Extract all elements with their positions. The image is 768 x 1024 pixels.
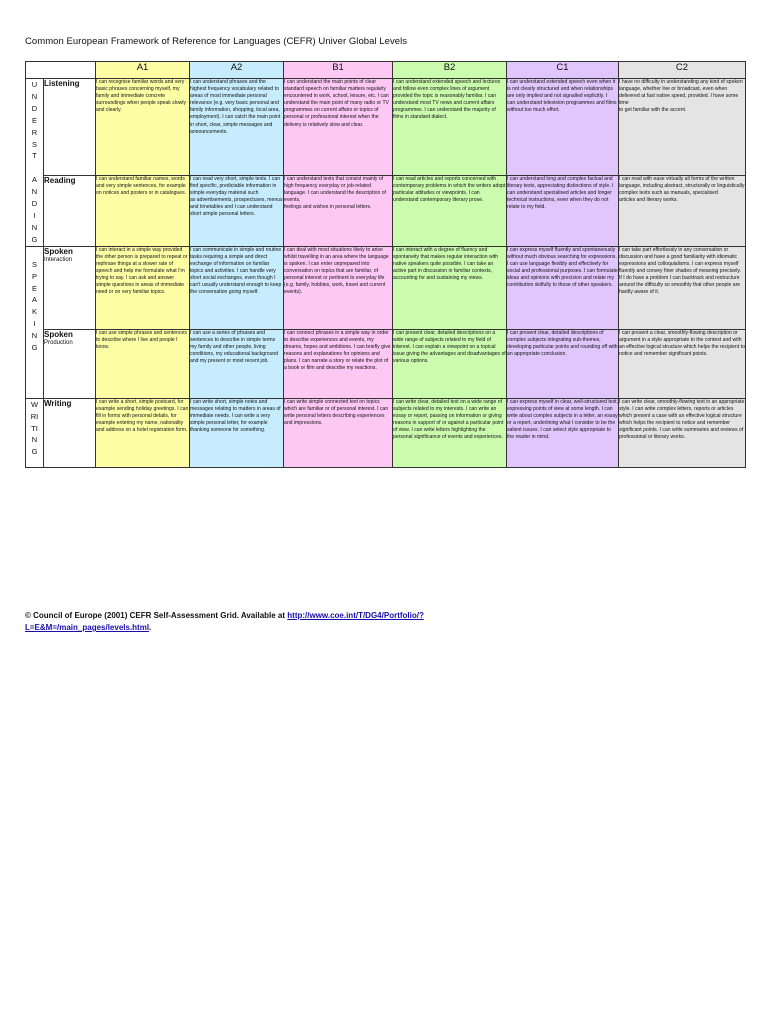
cell-reading-c1: I can understand long and complex factual and literary texts, appreciating distinctions of style. I can understand specialised articles and longer technical instructions, even when they do not relate to my field. [507, 176, 619, 247]
level-header-b1: B1 [284, 62, 393, 79]
cell-interaction-a2: I can communicate in simple and routine tasks requiring a simple and direct exchange of information on familiar topics and activities. I can handle very short social exchanges, even though I can't usually understand enough to keep the conversation going myself. [190, 246, 284, 329]
skill-reading [44, 176, 96, 247]
row-spoken-interaction [26, 246, 746, 329]
cell-interaction-c1: I can express myself fluently and spontaneously without much obvious searching for expressions. I can use language flexibly and effectively for social and professional purposes. I can formulate ideas and opinions with precision and relate my contribution skilfully to those of other speakers. [507, 246, 619, 329]
cell-writing-a2: I can write short, simple notes and messages relating to matters in areas of immediate needs. I can write a very simple personal letter, for example thanking someone for something. [190, 398, 284, 467]
cell-writing-b1: I can write simple connected text on topics which are familiar or of personal interest. I can write personal letters describing experiences and impressions. [284, 398, 393, 467]
row-spoken-production [26, 329, 746, 398]
cell-reading-a2: I can read very short, simple texts. I can find specific, predictable information in simple everyday material such as advertisements, prospectuses, menus and timetables and I can understand short simple personal letters. [190, 176, 284, 247]
cell-production-c2: I can present a clear, smoothly-flowing description or argument in a style appropriate to the context and with an effective logical structure which helps the recipient to notice and remember significant points. [619, 329, 746, 398]
group-understanding: U N D E R S T A N D I N G [26, 79, 44, 247]
level-header-b2: B2 [393, 62, 507, 79]
cell-listening-c1: I can understand extended speech even when it is not clearly structured and when relationships are only implied and not signalled explicitly. I can understand television programmes and films without too much effort. [507, 79, 619, 176]
cell-writing-c1: I can express myself in clear, well-structured text, expressing points of view at some length. I can write about complex subjects in a letter, an essay or a report, underlining what I consider to be the salient issues. I can select style appropriate to the reader in mind. [507, 398, 619, 467]
cell-listening-a1: I can recognise familiar words and very basic phrases concerning myself, my family and immediate concrete surroundings when people speak slowly and clearly. [96, 79, 190, 176]
cell-interaction-c2: I can take part effortlessly in any conversation or discussion and have a good familiarity with idiomatic expressions and colloquialisms. I can express myself fluently and convey finer shades of meaning precisely. If I do have a problem I can backtrack and restructure around the difficulty so smoothly that other people are hardly aware of it. [619, 246, 746, 329]
skill-writing [44, 398, 96, 467]
level-header-c2: C2 [619, 62, 746, 79]
cell-writing-c2: I can write clear, smoothly-flowing text in an appropriate style. I can write complex letters, reports or articles which present a case with an effective logical structure which helps the recipient to notice and remember significant points. I can write summaries and reviews of professional or literary works. [619, 398, 746, 467]
document-title: Common European Framework of Reference for Languages (CEFR) Univer Global Levels [25, 36, 408, 47]
skill-name: Spoken [44, 246, 73, 256]
cell-production-c1: I can present clear, detailed descriptions of complex subjects integrating sub-themes, developing particular points and rounding off with an appropriate conclusion. [507, 329, 619, 398]
level-header-c1: C1 [507, 62, 619, 79]
cell-reading-b1: I can understand texts that consist mainly of high frequency everyday or job-related language. I can understand the description of events, feelings and wishes in personal letters. [284, 176, 393, 247]
cell-listening-b1: I can understand the main points of clear standard speech on familiar matters regularly encountered in work, school, leisure, etc. I can understand the main point of many radio or TV programmes on current affairs or topics of personal or professional interest when the delivery is relatively slow and clear. [284, 79, 393, 176]
level-header-a2: A2 [190, 62, 284, 79]
cell-writing-b2: I can write clear, detailed text on a wide range of subjects related to my interests. I can write an essay or report, passing on information or giving reasons in support of or against a particular point of view. I can write letters highlighting the personal significance of events and experiences. [393, 398, 507, 467]
row-reading [26, 176, 746, 247]
level-header-row [26, 62, 746, 79]
group-writing: W RI TI N G [26, 398, 44, 467]
citation-text: © Council of Europe (2001) CEFR Self-Assessment Grid. Available at [25, 611, 288, 620]
header-corner [26, 62, 96, 79]
row-listening [26, 79, 746, 176]
skill-spoken-interaction [44, 246, 96, 329]
cell-production-b1: I can connect phrases in a simple way in order to describe experiences and events, my dreams, hopes and ambitions. I can briefly give reasons and explanations for opinions and plans. I can narrate a story or relate the plot of a book or film and describe my reactions. [284, 329, 393, 398]
skill-listening [44, 79, 96, 176]
cell-listening-c2: I have no difficulty in understanding any kind of spoken language, whether live or broadcast, even when delivered at fast native speed, provided. I have some time to get familiar with the accent. [619, 79, 746, 176]
cell-interaction-b2: I can interact with a degree of fluency and spontaneity that makes regular interaction with native speakers quite possible. I can take an active part in discussion in familiar contexts, accounting for and sustaining my views. [393, 246, 507, 329]
cell-writing-a1: I can write a short, simple postcard, for example sending holiday greetings. I can fill in forms with personal details, for example entering my name, nationality and address on a hotel registration form. [96, 398, 190, 467]
skill-name: Spoken [44, 329, 73, 339]
cell-production-b2: I can present clear, detailed descriptions on a wide range of subjects related to my field of interest. I can explain a viewpoint on a topical issue giving the advantages and disadvantages of various options. [393, 329, 507, 398]
cell-listening-b2: I can understand extended speech and lectures and follow even complex lines of argument provided the topic is reasonably familiar. I can understand most TV news and current affairs programmes. I can understand the majority of films in standard dialect. [393, 79, 507, 176]
skill-name: Reading [44, 176, 76, 186]
cell-interaction-a1: I can interact in a simple way provided the other person is prepared to repeat or rephrase things at a slower rate of speech and help me formulate what I'm trying to say. I can ask and answer simple questions in areas of immediate need or on very familiar topics. [96, 246, 190, 329]
skill-name: Writing [44, 398, 72, 408]
cell-reading-c2: I can read with ease virtually all forms of the written language, including abstract, structurally or linguistically complex texts such as manuals, specialised articles and literary works. [619, 176, 746, 247]
level-header-a1: A1 [96, 62, 190, 79]
skill-sub: Production [44, 339, 73, 346]
cell-reading-b2: I can read articles and reports concerned with contemporary problems in which the writers adopt particular attitudes or viewpoints. I can understand contemporary literary prose. [393, 176, 507, 247]
source-citation [25, 610, 545, 634]
source-link[interactable]: http://www.coe.int/T/DG4/Portfolio/?L=E&M=/main_pages/levels.html [25, 611, 424, 632]
cell-production-a2: I can use a series of phrases and sentences to describe in simple terms my family and other people, living conditions, my educational background and my present or most recent job. [190, 329, 284, 398]
skill-sub: Interaction [44, 256, 73, 263]
cell-production-a1: I can use simple phrases and sentences to describe where I live and people I know. [96, 329, 190, 398]
citation-end: . [149, 623, 152, 632]
skill-name: Listening [44, 79, 80, 88]
cefr-grid [25, 61, 746, 468]
cell-reading-a1: I can understand familiar names, words and very simple sentences, for example on notices and posters or in catalogues. [96, 176, 190, 247]
skill-spoken-production [44, 329, 96, 398]
cell-interaction-b1: I can deal with most situations likely to arise whilst travelling in an area where the language is spoken. I can enter unprepared into conversation on topics that are familiar, of personal interest or pertinent to everyday life (e.g. family, hobbies, work, travel and current events). [284, 246, 393, 329]
group-speaking: S P E A K I N G [26, 246, 44, 398]
row-writing [26, 398, 746, 467]
cell-listening-a2: I can understand phrases and the highest frequency vocabulary related to areas of most immediate personal relevance (e.g. very basic personal and family information, shopping, local area, employment). I can catch the main point in short, clear, simple messages and announcements. [190, 79, 284, 176]
